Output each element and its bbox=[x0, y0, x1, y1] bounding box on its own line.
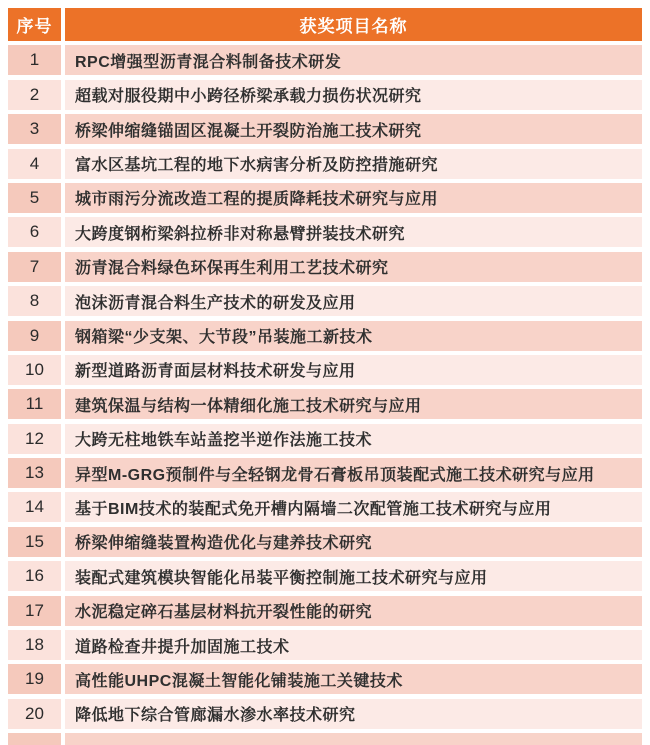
row-number-cell: 19 bbox=[8, 664, 61, 694]
project-name-cell bbox=[65, 733, 642, 745]
project-name-cell: 新型道路沥青面层材料技术研发与应用 bbox=[65, 355, 642, 385]
project-name-cell: RPC增强型沥青混合料制备技术研发 bbox=[65, 45, 642, 75]
table-row bbox=[8, 355, 642, 385]
table-row bbox=[8, 80, 642, 110]
table-row bbox=[8, 699, 642, 729]
project-name-cell: 大跨度钢桁梁斜拉桥非对称悬臂拼装技术研究 bbox=[65, 217, 642, 247]
row-number-cell: 11 bbox=[8, 389, 61, 419]
table-row bbox=[8, 183, 642, 213]
project-name-cell: 装配式建筑模块智能化吊装平衡控制施工技术研究与应用 bbox=[65, 561, 642, 591]
table-row bbox=[8, 321, 642, 351]
table-row bbox=[8, 149, 642, 179]
project-name-cell: 水泥稳定碎石基层材料抗开裂性能的研究 bbox=[65, 596, 642, 626]
project-name-cell: 城市雨污分流改造工程的提质降耗技术研究与应用 bbox=[65, 183, 642, 213]
project-name-cell: 沥青混合料绿色环保再生利用工艺技术研究 bbox=[65, 252, 642, 282]
table-row bbox=[8, 561, 642, 591]
row-number-cell: 17 bbox=[8, 596, 61, 626]
table-row bbox=[8, 389, 642, 419]
project-name-cell: 异型M-GRG预制件与全轻钢龙骨石膏板吊顶装配式施工技术研究与应用 bbox=[65, 458, 642, 488]
project-name-cell: 桥梁伸缩缝锚固区混凝土开裂防治施工技术研究 bbox=[65, 114, 642, 144]
table-row bbox=[8, 217, 642, 247]
table-row bbox=[8, 252, 642, 282]
row-number-cell: 7 bbox=[8, 252, 61, 282]
project-name-cell: 泡沫沥青混合料生产技术的研发及应用 bbox=[65, 286, 642, 316]
table-row bbox=[8, 492, 642, 522]
table-row bbox=[8, 630, 642, 660]
header-cell-index: 序号 bbox=[8, 8, 61, 41]
table-row bbox=[8, 527, 642, 557]
row-number-cell: 3 bbox=[8, 114, 61, 144]
row-number-cell: 9 bbox=[8, 321, 61, 351]
table-row bbox=[8, 424, 642, 454]
partial-next-row-strip bbox=[8, 733, 642, 745]
row-number-cell: 20 bbox=[8, 699, 61, 729]
row-number-cell: 8 bbox=[8, 286, 61, 316]
row-number-cell: 18 bbox=[8, 630, 61, 660]
table-row bbox=[8, 664, 642, 694]
row-number-cell: 13 bbox=[8, 458, 61, 488]
project-name-cell: 基于BIM技术的装配式免开槽内隔墙二次配管施工技术研究与应用 bbox=[65, 492, 642, 522]
project-name-cell: 降低地下综合管廊漏水渗水率技术研究 bbox=[65, 699, 642, 729]
row-number-cell: 15 bbox=[8, 527, 61, 557]
project-name-cell: 建筑保温与结构一体精细化施工技术研究与应用 bbox=[65, 389, 642, 419]
project-name-cell: 桥梁伸缩缝装置构造优化与建养技术研究 bbox=[65, 527, 642, 557]
table-row bbox=[8, 45, 642, 75]
row-number-cell: 2 bbox=[8, 80, 61, 110]
table-row bbox=[8, 458, 642, 488]
project-name-cell: 大跨无柱地铁车站盖挖半逆作法施工技术 bbox=[65, 424, 642, 454]
project-name-cell: 道路检查井提升加固施工技术 bbox=[65, 630, 642, 660]
project-name-cell: 高性能UHPC混凝土智能化铺装施工关键技术 bbox=[65, 664, 642, 694]
row-number-cell: 4 bbox=[8, 149, 61, 179]
row-number-cell bbox=[8, 733, 61, 745]
project-name-cell: 超载对服役期中小跨径桥梁承载力损伤状况研究 bbox=[65, 80, 642, 110]
row-number-cell: 5 bbox=[8, 183, 61, 213]
table-row bbox=[8, 286, 642, 316]
row-number-cell: 1 bbox=[8, 45, 61, 75]
row-number-cell: 16 bbox=[8, 561, 61, 591]
table-header-row bbox=[8, 8, 642, 41]
table-row bbox=[8, 596, 642, 626]
row-number-cell: 12 bbox=[8, 424, 61, 454]
project-name-cell: 富水区基坑工程的地下水病害分析及防控措施研究 bbox=[65, 149, 642, 179]
row-number-cell: 14 bbox=[8, 492, 61, 522]
row-number-cell: 10 bbox=[8, 355, 61, 385]
row-number-cell: 6 bbox=[8, 217, 61, 247]
table-row bbox=[8, 114, 642, 144]
header-cell-project-name: 获奖项目名称 bbox=[65, 8, 642, 41]
project-name-cell: 钢箱梁“少支架、大节段”吊装施工新技术 bbox=[65, 321, 642, 351]
